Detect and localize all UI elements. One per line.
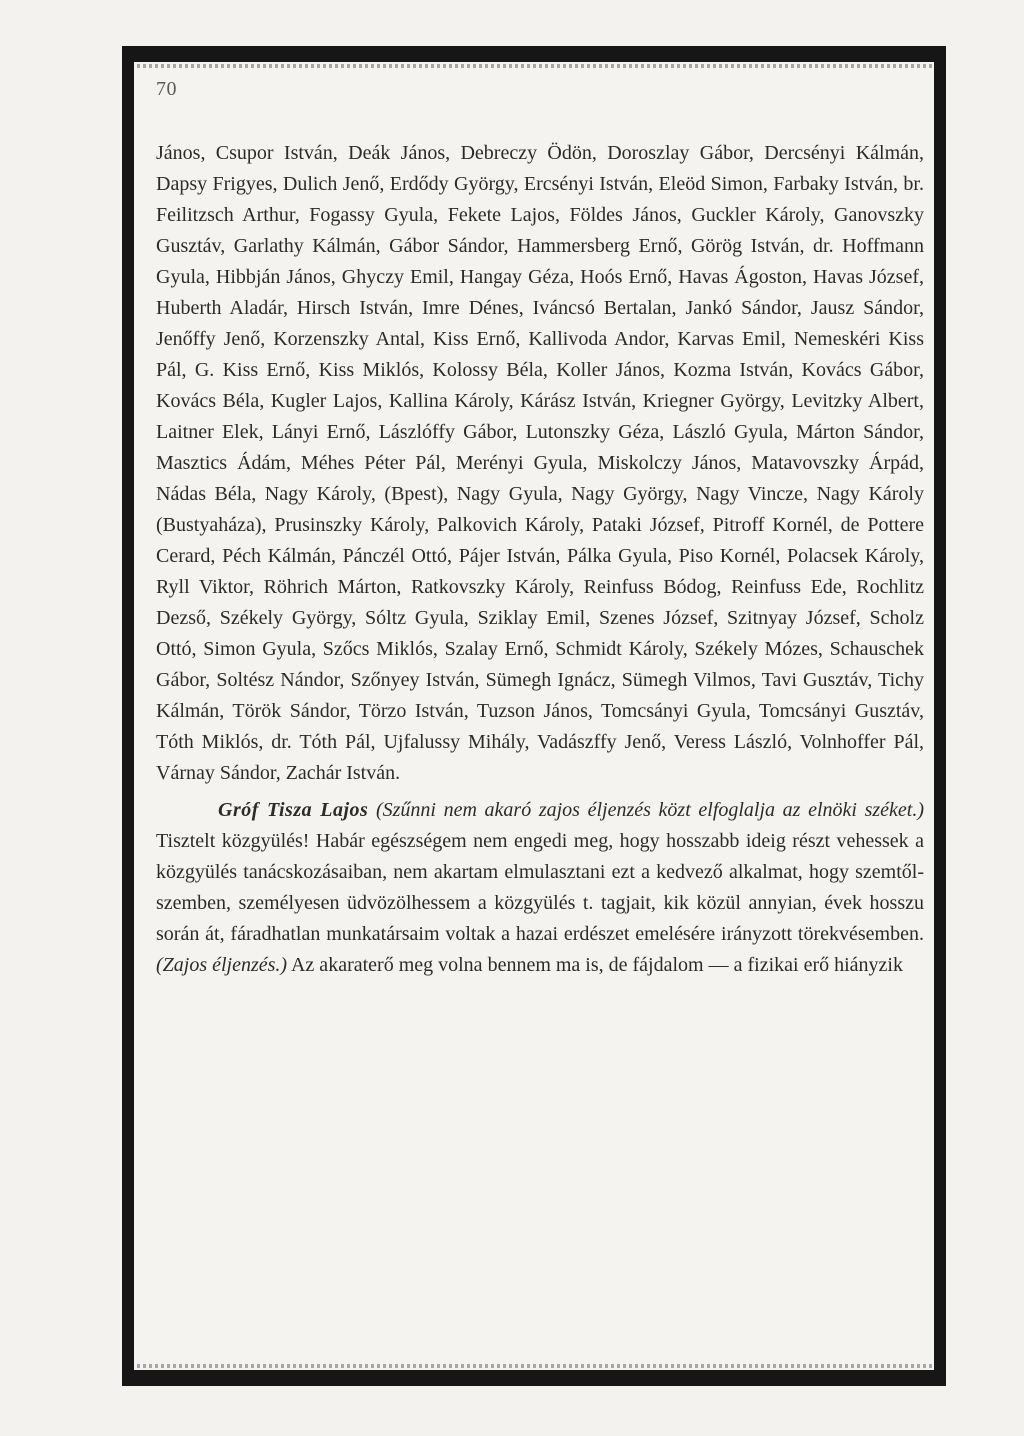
speech-text: Az akaraterő meg volna bennem ma is, de fájdalom — a fizikai erő hiányzik [287, 954, 903, 976]
text-body [156, 138, 924, 981]
speech-paragraph [156, 795, 924, 981]
speech-text: Tisztelt közgyülés! Habár egészségem nem engedi meg, hogy hosszabb ideig részt vehessek a közgyülés tanácskozásaiban, nem akartam elmulasztani ezt a kedvező alkalmat, hogy szemtől-szemben, személyesen üdvözölhessem a közgyülés t. tagjait, kik közül annyian, évek hosszu során át, fáradhatlan munkatársaim voltak a hazai erdészet emelésére irányzott törekvésemben. [156, 830, 924, 945]
speaker-name: Gróf Tisza Lajos [218, 799, 369, 821]
stage-direction: (Zajos éljenzés.) [156, 954, 288, 976]
names-paragraph: János, Csupor István, Deák János, Debreczy Ödön, Doroszlay Gábor, Dercsényi Kálmán, Dapsy Frigyes, Dulich Jenő, Erdődy György, Ercsényi István, Eleöd Simon, Farbaky István, br. Feilitzsch Arthur, Fogassy Gyula, Fekete Lajos, Földes János, Guckler Károly, Ganovszky Gusztáv, Garlathy Kálmán, Gábor Sándor, Hammersberg Ernő, Görög István, dr. Hoffmann Gyula, Hibbján János, Ghyczy Emil, Hangay Géza, Hoós Ernő, Havas Ágoston, Havas József, Huberth Aladár, Hirsch István, Imre Dénes, Iváncsó Bertalan, Jankó Sándor, Jausz Sándor, Jenőffy Jenő, Korzenszky Antal, Kiss Ernő, Kallivoda Andor, Karvas Emil, Nemeskéri Kiss Pál, G. Kiss Ernő, Kiss Miklós, Kolossy Béla, Koller János, Kozma István, Kovács Gábor, Kovács Béla, Kugler Lajos, Kallina Károly, Kárász István, Kriegner György, Levitzky Albert, Laitner Elek, Lányi Ernő, Lászlóffy Gábor, Lutonszky Géza, László Gyula, Márton Sándor, Masztics Ádám, Méhes Péter Pál, Merényi Gyula, Miskolczy János, Matavovszky Árpád, Nádas Béla, Nagy Károly, (Bpest), Nagy Gyula, Nagy György, Nagy Vincze, Nagy Károly (Bustyaháza), Prusinszky Károly, Palkovich Károly, Pataki József, Pitroff Kornél, de Pottere Cerard, Péch Kálmán, Pánczél Ottó, Pájer István, Pálka Gyula, Piso Kornél, Polacsek Károly, Ryll Viktor, Röhrich Márton, Ratkovszky Károly, Reinfuss Bódog, Reinfuss Ede, Rochlitz Dezső, Székely György, Sóltz Gyula, Sziklay Emil, Szenes József, Szitnyay József, Scholz Ottó, Simon Gyula, Szőcs Miklós, Szalay Ernő, Schmidt Károly, Székely Mózes, Schauschek Gábor, Soltész Nándor, Szőnyey István, Sümegh Ignácz, Sümegh Vilmos, Tavi Gusztáv, Tichy Kálmán, Török Sándor, Törzo István, Tuzson János, Tomcsányi Gyula, Tomcsányi Gusztáv, Tóth Miklós, dr. Tóth Pál, Ujfalussy Mihály, Vadászffy Jenő, Veress László, Volnhoffer Pál, Várnay Sándor, Zachár István. [156, 142, 924, 784]
stage-direction: (Szűnni nem akaró zajos éljenzés közt elfoglalja az elnöki széket.) [375, 799, 925, 821]
page-number: 70 [156, 78, 177, 100]
